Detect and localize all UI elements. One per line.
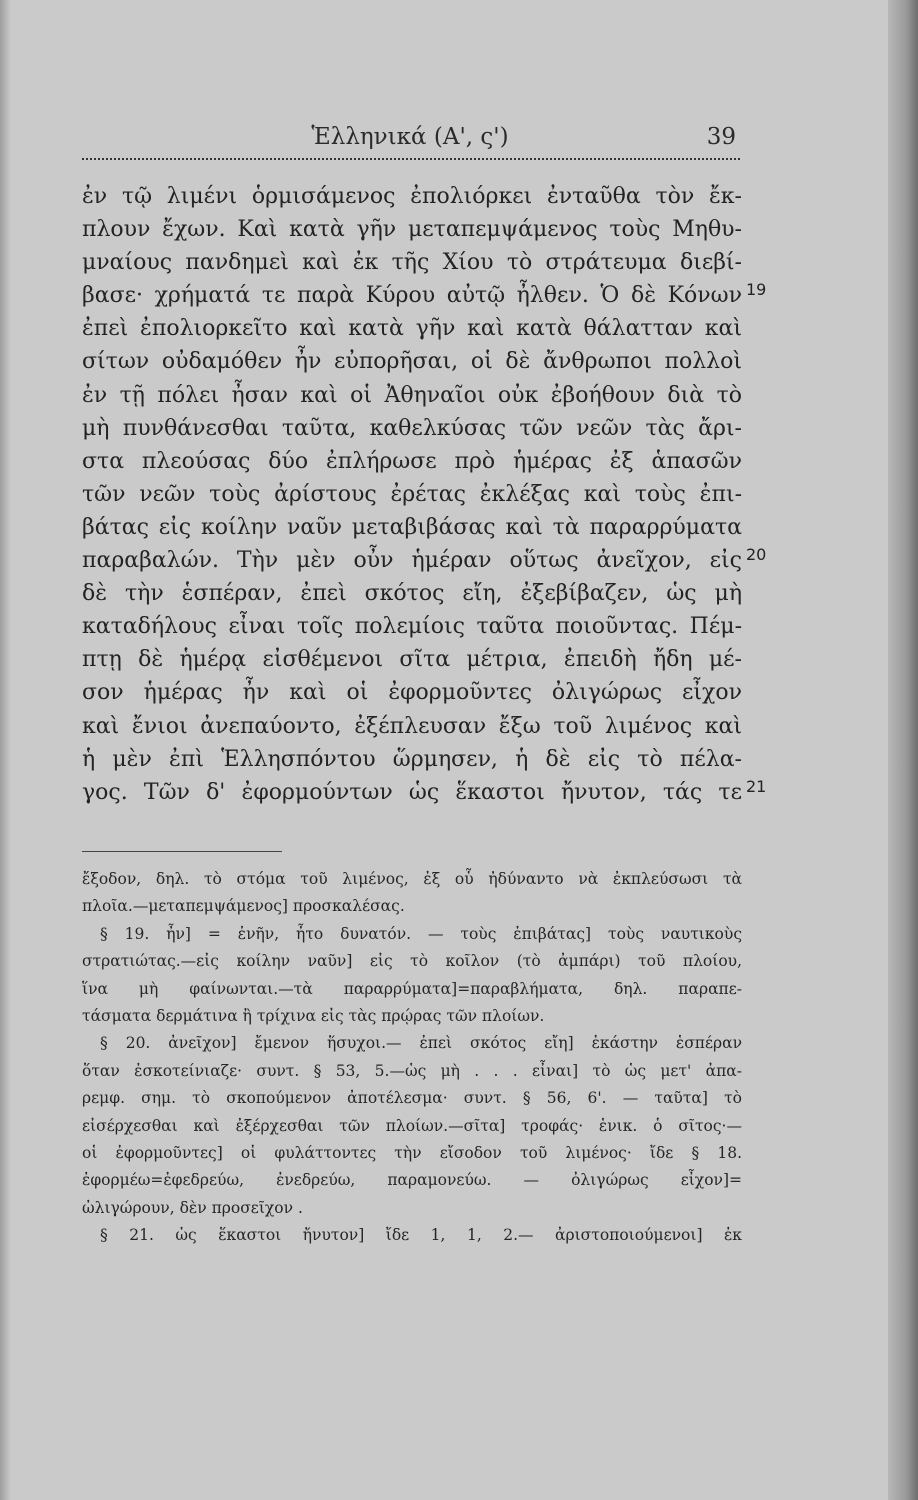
page-number: 39 bbox=[706, 124, 736, 150]
main-text bbox=[82, 180, 767, 809]
text-line: παραβαλών. Τὴν μὲν οὖν ἡμέραν οὕτως ἀνεῖχον, εἰς 20 bbox=[82, 544, 742, 577]
text-line: μὴ πυνθάνεσθαι ταῦτα, καθελκύσας τῶν νεῶν τὰς ἄρι- bbox=[82, 415, 742, 441]
footnote-line: ἐφορμέω=ἐφεδρεύω, ἐνεδρεύω, παραμονεύω. — ὀλιγώρως εἶχον]= bbox=[82, 1171, 742, 1190]
footnote-line: § 19. ἦν] = ἐνῆν, ἦτο δυνατόν. — τοὺς ἐπιβάτας] τοὺς ναυτικοὺς bbox=[100, 924, 742, 943]
footnote-line: § 20. ἀνεῖχον] ἔμενον ἥσυχοι.— ἐπεὶ σκότος εἴη] ἑκάστην ἑσπέραν bbox=[100, 1034, 742, 1053]
footnote-line: ὠλιγώρουν, δὲν προσεῖχον . bbox=[82, 1198, 303, 1217]
text-line: στα πλεούσας δύο ἐπλήρωσε πρὸ ἡμέρας ἐξ ἁπασῶν bbox=[82, 448, 742, 474]
footnote-line: πλοῖα.—μεταπεμψάμενος] προσκαλέσας. bbox=[82, 897, 405, 916]
footnote-line: τάσματα δερμάτινα ἢ τρίχινα εἰς τὰς πρῴρας τῶν πλοίων. bbox=[82, 1006, 545, 1025]
text-line: ἐπεὶ ἐπολιορκεῖτο καὶ κατὰ γῆν καὶ κατὰ θάλατταν καὶ bbox=[82, 316, 742, 342]
text-line: δὲ τὴν ἑσπέραν, ἐπεὶ σκότος εἴη, ἐξεβίβαζεν, ὡς μὴ bbox=[82, 581, 742, 607]
footnote-line: ὅταν ἐσκοτείνιαζε· συντ. § 53, 5.—ὡς μὴ . . . εἶναι] τὸ ὡς μετ' ἀπα- bbox=[82, 1061, 742, 1080]
text-line: ἐν τῇ πόλει ἦσαν καὶ οἱ Ἀθηναῖοι οὐκ ἐβοήθουν διὰ τὸ bbox=[82, 382, 742, 408]
text-line: καὶ ἔνιοι ἀνεπαύοντο, ἐξέπλευσαν ἔξω τοῦ λιμένος καὶ bbox=[82, 713, 742, 739]
section-number: 21 bbox=[746, 776, 767, 796]
text-line: τῶν νεῶν τοὺς ἀρίστους ἐρέτας ἐκλέξας καὶ τοὺς ἐπι- bbox=[82, 481, 742, 507]
section-number: 19 bbox=[746, 280, 767, 300]
footnotes bbox=[82, 866, 742, 1249]
text-line: ἐν τῷ λιμένι ὁρμισάμενος ἐπολιόρκει ἐνταῦθα τὸν ἔκ- bbox=[82, 184, 742, 209]
text-line: ἡ μὲν ἐπὶ Ἑλλησπόντου ὥρμησεν, ἡ δὲ εἰς τὸ πέλα- bbox=[82, 746, 742, 772]
text-line: βασε· χρήματά τε παρὰ Κύρου αὐτῷ ἦλθεν. Ὁ δὲ Κόνων 19 bbox=[82, 279, 742, 312]
text-line: καταδήλους εἶναι τοῖς πολεμίοις ταῦτα ποιοῦντας. Πέμ- bbox=[82, 614, 742, 640]
footnote-rule bbox=[82, 851, 282, 852]
footnote-line: ρεμφ. σημ. τὸ σκοπούμενον ἀποτέλεσμα· συντ. § 56, 6'. — ταῦτα] τὸ bbox=[82, 1089, 742, 1108]
text-line: πτῃ δὲ ἡμέρᾳ εἰσθέμενοι σῖτα μέτρια, ἐπειδὴ ἤδη μέ- bbox=[82, 647, 742, 673]
running-header bbox=[82, 124, 738, 160]
footnote-line: εἰσέρχεσθαι καὶ ἐξέρχεσθαι τῶν πλοίων.—σῖτα] τροφάς· ἑνικ. ὁ σῖτος·— bbox=[82, 1116, 742, 1135]
text-line: σίτων οὐδαμόθεν ἦν εὐπορῆσαι, οἱ δὲ ἄνθρωποι πολλοὶ bbox=[82, 349, 742, 375]
text-line: σον ἡμέρας ἦν καὶ οἱ ἐφορμοῦντες ὀλιγώρως εἶχον bbox=[82, 680, 742, 706]
text-line: μναίους πανδημεὶ καὶ ἐκ τῆς Χίου τὸ στράτευμα διεβί- bbox=[82, 250, 742, 276]
text-line: γος. Τῶν δ' ἐφορμούντων ὡς ἕκαστοι ἤνυτον, τάς τε 21 bbox=[82, 776, 742, 809]
footnote-line: στρατιώτας.—εἰς κοίλην ναῦν] εἰς τὸ κοῖλον (τὸ ἀμπάρι) τοῦ πλοίου, bbox=[82, 952, 742, 971]
running-title: Ἑλληνικά (Α', ς') bbox=[311, 124, 509, 150]
page-right-edge bbox=[888, 0, 918, 1500]
footnote-line: § 21. ὡς ἕκαστοι ἤνυτον] ἴδε 1, 1, 2.— ἀριστοποιούμενοι] ἐκ bbox=[100, 1226, 742, 1245]
text-line: πλουν ἔχων. Καὶ κατὰ γῆν μεταπεμψάμενος τοὺς Μηθυ- bbox=[82, 217, 742, 243]
footnote-line: ἔξοδον, δηλ. τὸ στόμα τοῦ λιμένος, ἐξ οὗ ἠδύναντο νὰ ἐκπλεύσωσι τὰ bbox=[82, 870, 742, 888]
text-line: βάτας εἰς κοίλην ναῦν μεταβιβάσας καὶ τὰ παραρρύματα bbox=[82, 514, 742, 540]
footnote-line: οἱ ἐφορμοῦντες] οἱ φυλάττοντες τὴν εἴσοδον τοῦ λιμένος· ἴδε § 18. bbox=[82, 1143, 742, 1162]
section-number: 20 bbox=[746, 545, 767, 565]
page-left-edge bbox=[0, 0, 10, 1500]
header-rule bbox=[82, 158, 740, 160]
footnote-line: ἵνα μὴ φαίνωνται.—τὰ παραρρύματα]=παραβλήματα, δηλ. παραπε- bbox=[82, 979, 742, 998]
